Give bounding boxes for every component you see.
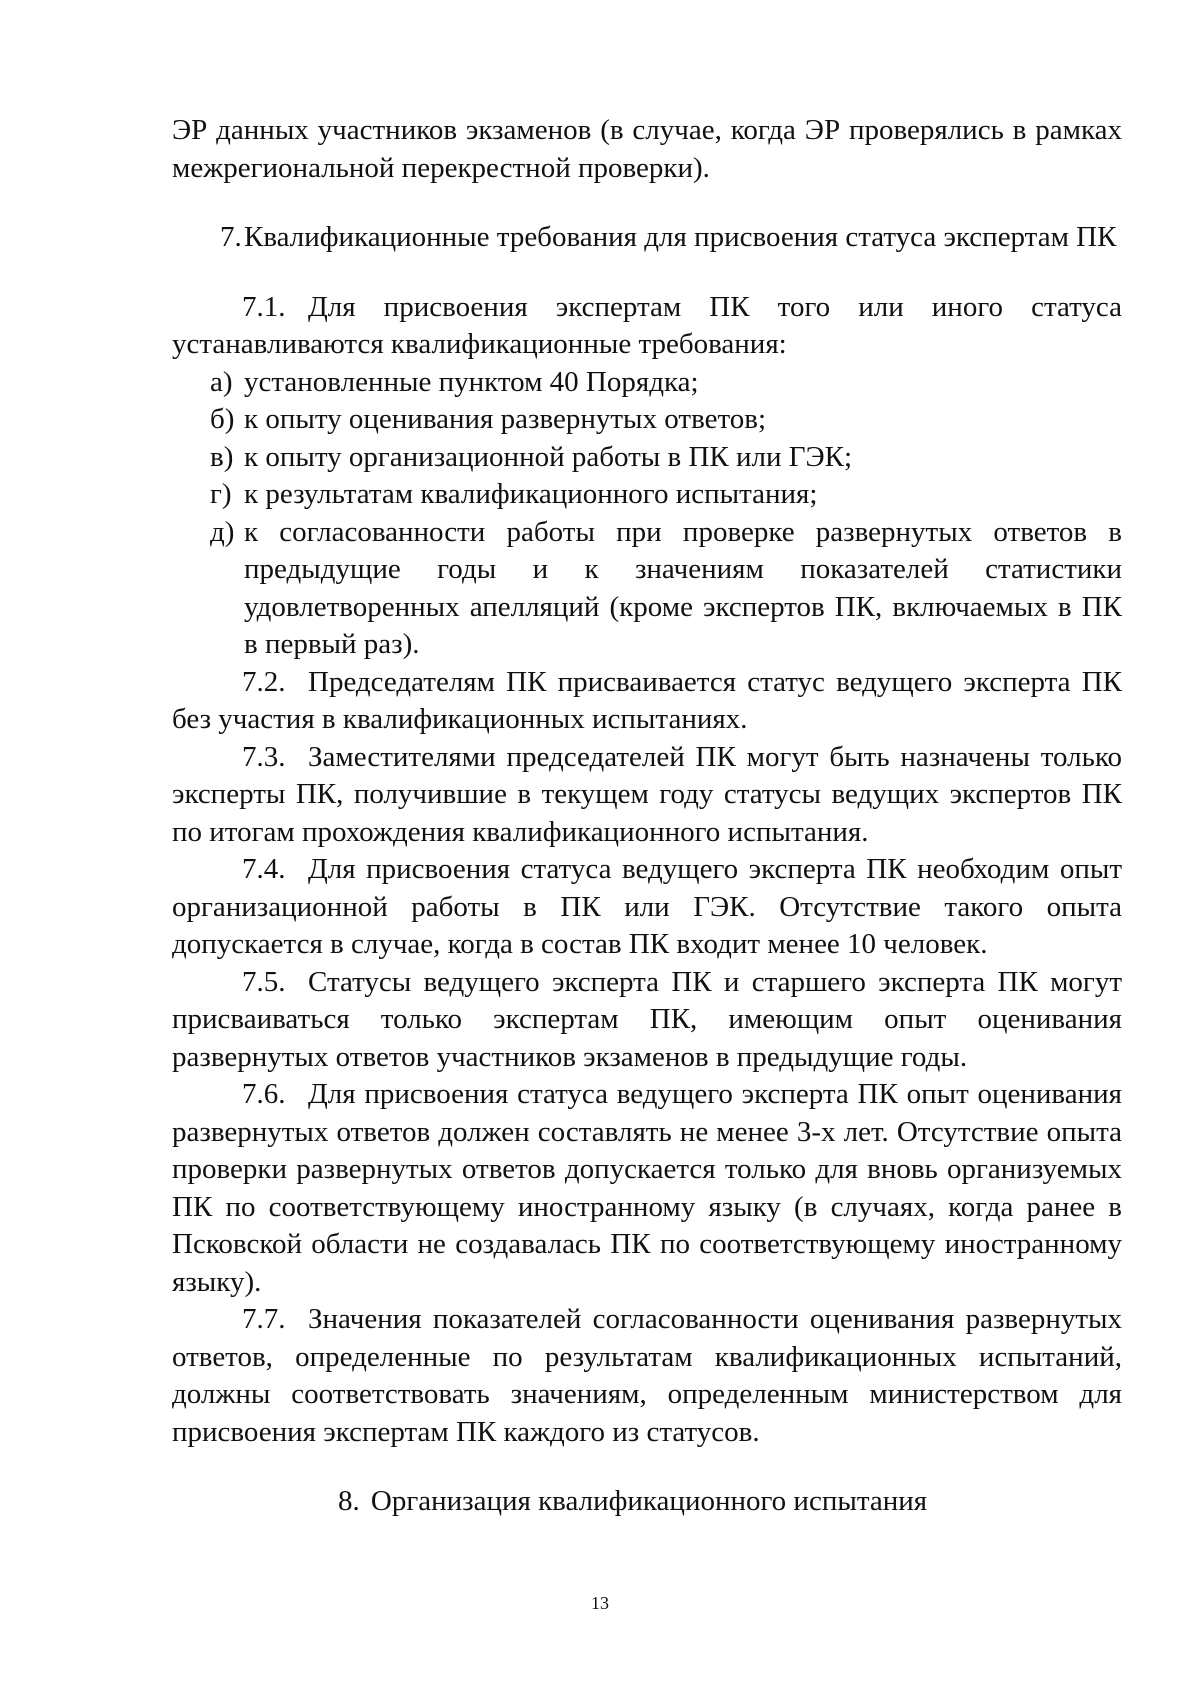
list-marker: в) bbox=[210, 440, 234, 473]
list-item bbox=[172, 401, 1122, 439]
clause-text: Значения показателей согласованности оценивания развернутых ответов, определенные по результатам квалификационных испытаний, должны соответствовать значениям, определенным министерством для присвоения экспертам ПК каждого из статусов. bbox=[172, 1303, 1122, 1448]
clause-number: 7.1. bbox=[242, 290, 286, 323]
clause-number: 7.7. bbox=[242, 1303, 286, 1335]
list-item bbox=[172, 476, 1122, 514]
clause-number: 7.2. bbox=[242, 665, 286, 698]
list-marker: г) bbox=[210, 478, 232, 510]
list-item bbox=[172, 439, 1122, 477]
clause-text: Статусы ведущего эксперта ПК и старшего эксперта ПК могут присваиваться только экспертам ПК, имеющим опыт оценивания развернутых ответов участников экзаменов в предыдущие годы. bbox=[172, 965, 1122, 1073]
section-7-number: 7. bbox=[220, 221, 242, 253]
clause-text: Для присвоения статуса ведущего эксперта ПК опыт оценивания развернутых ответов должен составлять не менее 3-х лет. Отсутствие опыта проверки развернутых ответов допускается только для вновь организуемых ПК по соответствующему иностранному языку (в случаях, когда ранее в Псковской области не создавалась ПК по соответствующему иностранному языку). bbox=[172, 1078, 1122, 1298]
clause-text: Для присвоения экспертам ПК того или иного статуса устанавливаются квалификационные требования: bbox=[172, 290, 1122, 360]
list-item-text: установленные пунктом 40 Порядка; bbox=[244, 365, 699, 398]
clause-7-6 bbox=[172, 1076, 1122, 1301]
list-item-text: к опыту организационной работы в ПК или ГЭК; bbox=[244, 440, 853, 473]
list-marker: б) bbox=[210, 403, 235, 435]
clause-number: 7.3. bbox=[242, 740, 286, 773]
section-7-title: Квалификационные требования для присвоения статуса экспертам ПК bbox=[244, 221, 1117, 253]
clause-7-5 bbox=[172, 964, 1122, 1077]
requirements-list bbox=[172, 364, 1122, 664]
section-8-title: Организация квалификационного испытания bbox=[370, 1485, 928, 1517]
list-item-text: к согласованности работы при проверке развернутых ответов в предыдущие годы и к значениям показателей статистики удовлетворенных апелляций (кроме экспертов ПК, включаемых в ПК в первый раз). bbox=[244, 515, 1122, 660]
section-7-heading bbox=[172, 219, 1122, 257]
section-8-heading bbox=[172, 1483, 1122, 1521]
list-item bbox=[172, 514, 1122, 664]
list-item bbox=[172, 364, 1122, 402]
list-marker: д) bbox=[210, 515, 235, 548]
list-marker: а) bbox=[210, 365, 233, 398]
clause-text: Для присвоения статуса ведущего эксперта ПК необходим опыт организационной работы в ПК или ГЭК. Отсутствие такого опыта допускается в случае, когда в состав ПК входит менее 10 человек. bbox=[172, 853, 1122, 960]
document-body bbox=[172, 112, 1122, 1521]
page-number: 13 bbox=[591, 1593, 609, 1613]
clause-7-4 bbox=[172, 851, 1122, 964]
section-8-number: 8. bbox=[338, 1485, 360, 1517]
clause-7-2 bbox=[172, 664, 1122, 739]
clause-text: Заместителями председателей ПК могут быть назначены только эксперты ПК, получившие в текущем году статусы ведущих экспертов ПК по итогам прохождения квалификационного испытания. bbox=[172, 740, 1122, 848]
list-item-text: к опыту оценивания развернутых ответов; bbox=[244, 403, 766, 435]
clause-number: 7.5. bbox=[242, 965, 286, 998]
clause-text: Председателям ПК присваивается статус ведущего эксперта ПК без участия в квалификационных испытаниях. bbox=[172, 665, 1122, 735]
clause-7-7 bbox=[172, 1301, 1122, 1451]
clause-number: 7.4. bbox=[242, 853, 286, 885]
list-item-text: к результатам квалификационного испытания; bbox=[244, 478, 818, 510]
clause-number: 7.6. bbox=[242, 1078, 286, 1110]
clause-7-3 bbox=[172, 739, 1122, 852]
continuation-paragraph: ЭР данных участников экзаменов (в случае, когда ЭР проверялись в рамках межрегиональной перекрестной проверки). bbox=[172, 114, 1122, 184]
clause-7-1 bbox=[172, 289, 1122, 364]
